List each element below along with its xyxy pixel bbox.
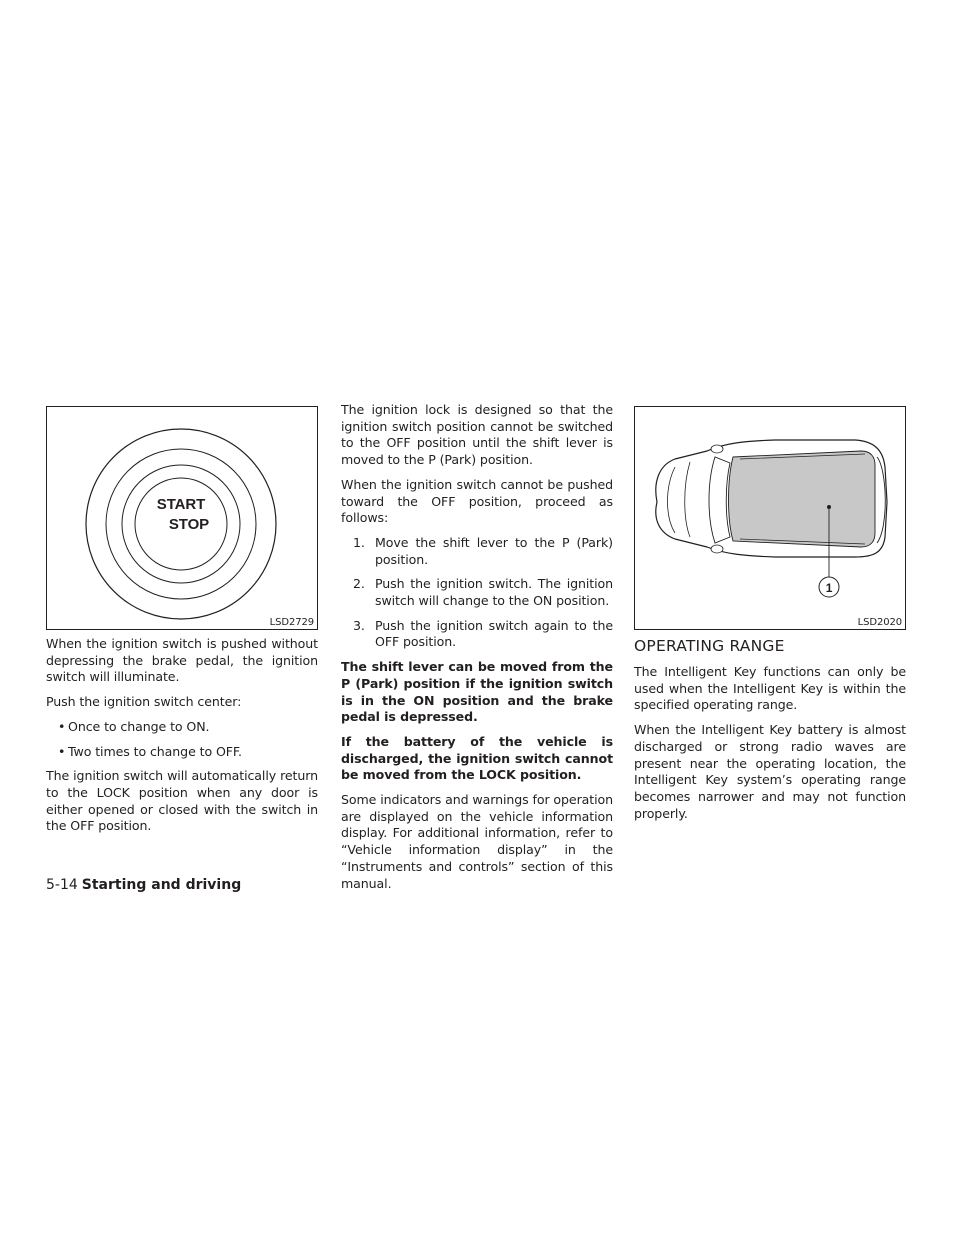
- list-item: • Two times to change to OFF.: [58, 744, 318, 761]
- stop-label: STOP: [168, 516, 210, 533]
- bold-note: If the battery of the vehicle is discharged, the ignition switch cannot be moved from the LOCK position.: [341, 733, 613, 783]
- paragraph: When the Intelligent Key battery is almost discharged or strong radio waves are present near the operating location, the Intelligent Key system’s operating range becomes narrower and may not function properly.: [634, 722, 906, 821]
- list-item: • Once to change to ON.: [58, 719, 318, 736]
- step-number: 2.: [353, 576, 365, 592]
- start-stop-button-illustration: [47, 407, 317, 629]
- paragraph: When the ignition switch is pushed without depressing the brake pedal, the ignition switch will illuminate.: [46, 636, 318, 685]
- figure-code: LSD2020: [857, 617, 902, 628]
- step-number: 1.: [353, 534, 365, 550]
- ignition-switch-figure: [46, 406, 318, 630]
- step-number: 3.: [353, 617, 365, 633]
- page-number: 5-14: [46, 877, 78, 893]
- step-text: Push the ignition switch again to the OFF position.: [375, 617, 613, 650]
- bold-note: The shift lever can be moved from the P (Park) position if the ignition switch is in the ON position and the brake pedal is depressed.: [341, 659, 613, 725]
- list-item: [353, 535, 613, 568]
- paragraph: Push the ignition switch center:: [46, 694, 242, 710]
- section-heading: OPERATING RANGE: [634, 637, 785, 655]
- column-middle: [341, 402, 613, 900]
- bullet-list: [46, 719, 318, 760]
- step-text: Move the shift lever to the P (Park) position.: [375, 534, 613, 567]
- list-item: [353, 576, 613, 609]
- callout-number: 1: [825, 581, 833, 595]
- operating-range-figure: [634, 406, 906, 630]
- section-title: Starting and driving: [81, 877, 242, 893]
- paragraph: The ignition lock is designed so that the ignition switch position cannot be switched to the OFF position until the shift lever is moved to the P (Park) position.: [341, 402, 613, 468]
- paragraph: The ignition switch will automatically return to the LOCK position when any door is either opened or closed with the switch in the OFF position.: [46, 768, 318, 834]
- step-text: Push the ignition switch. The ignition switch will change to the ON position.: [375, 576, 613, 609]
- car-top-view-illustration: [635, 407, 905, 629]
- column-left: [46, 406, 318, 843]
- paragraph: When the ignition switch cannot be pushed toward the OFF position, proceed as follows:: [341, 476, 613, 526]
- numbered-steps: [341, 535, 613, 651]
- start-label: START: [156, 496, 206, 513]
- column-right: [634, 406, 906, 830]
- list-item: [353, 618, 613, 651]
- page-footer: [46, 876, 241, 894]
- paragraph: Some indicators and warnings for operation are displayed on the vehicle information display. For additional information, refer to “Vehicle information display” in the “Instruments and controls” section of this manual.: [341, 792, 613, 891]
- figure-code: LSD2729: [269, 617, 314, 628]
- paragraph: The Intelligent Key functions can only be used when the Intelligent Key is within the specified operating range.: [634, 664, 906, 713]
